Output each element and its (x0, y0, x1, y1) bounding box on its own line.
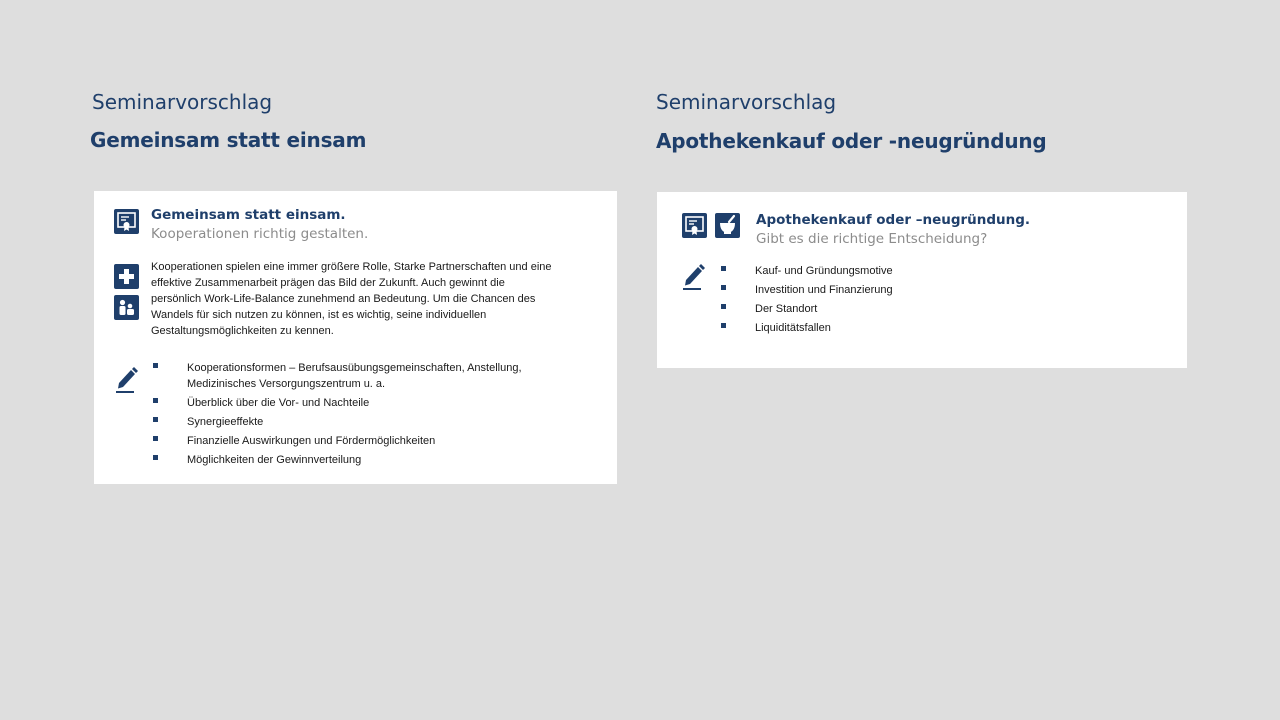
left-seminar-label: Seminarvorschlag (92, 90, 273, 114)
list-item: Liquiditätsfallen (721, 320, 1141, 336)
right-seminar-title: Apothekenkauf oder -neugründung (656, 129, 1047, 153)
bullet-square (153, 455, 158, 460)
right-card-subtitle: Gibt es die richtige Entscheidung? (756, 231, 988, 247)
bullet-square (721, 266, 726, 271)
bullet-square (153, 417, 158, 422)
list-item: Kooperationsformen – Berufsausübungsgemeinschaften, Anstellung, Medizinisches Versorgungszentrum u. a. (153, 360, 593, 392)
left-seminar-card (94, 191, 617, 484)
pen-icon (113, 363, 141, 395)
list-item: Investition und Finanzierung (721, 282, 1141, 298)
right-seminar-card (657, 192, 1187, 368)
right-topic-list (721, 263, 1141, 339)
bullet-square (153, 436, 158, 441)
list-item: Überblick über die Vor- und Nachteile (153, 395, 593, 411)
mortar-pestle-icon (715, 213, 740, 238)
certificate-icon (114, 209, 139, 234)
bullet-square (721, 323, 726, 328)
bullet-square (153, 363, 158, 368)
left-seminar-title: Gemeinsam statt einsam (90, 128, 367, 152)
list-item: Synergieeffekte (153, 414, 593, 430)
bullet-square (153, 398, 158, 403)
right-seminar-label: Seminarvorschlag (656, 90, 837, 114)
pen-icon (680, 260, 708, 292)
list-item: Finanzielle Auswirkungen und Fördermöglichkeiten (153, 433, 593, 449)
certificate-icon (682, 213, 707, 238)
left-card-title: Gemeinsam statt einsam. (151, 207, 346, 223)
people-icon (114, 295, 139, 320)
left-card-subtitle: Kooperationen richtig gestalten. (151, 226, 369, 242)
medical-cross-icon (114, 264, 139, 289)
bullet-square (721, 285, 726, 290)
right-card-title: Apothekenkauf oder –neugründung. (756, 212, 1031, 228)
left-card-description: Kooperationen spielen eine immer größere Rolle, Starke Partnerschaften und eine effektive Zusammenarbeit prägen das Bild der Zukunft. Auch gewinnt die persönlich Work-Life-Balance zunehmend an Bedeutung. Um die Chancen des Wandels für sich nutzen zu können, ist es wichtig, seine individuellen Gestaltungsmöglichkeiten zu kennen. (151, 261, 552, 337)
list-item: Möglichkeiten der Gewinnverteilung (153, 452, 593, 468)
left-topic-list (153, 360, 593, 471)
list-item: Der Standort (721, 301, 1141, 317)
list-item: Kauf- und Gründungsmotive (721, 263, 1141, 279)
bullet-square (721, 304, 726, 309)
